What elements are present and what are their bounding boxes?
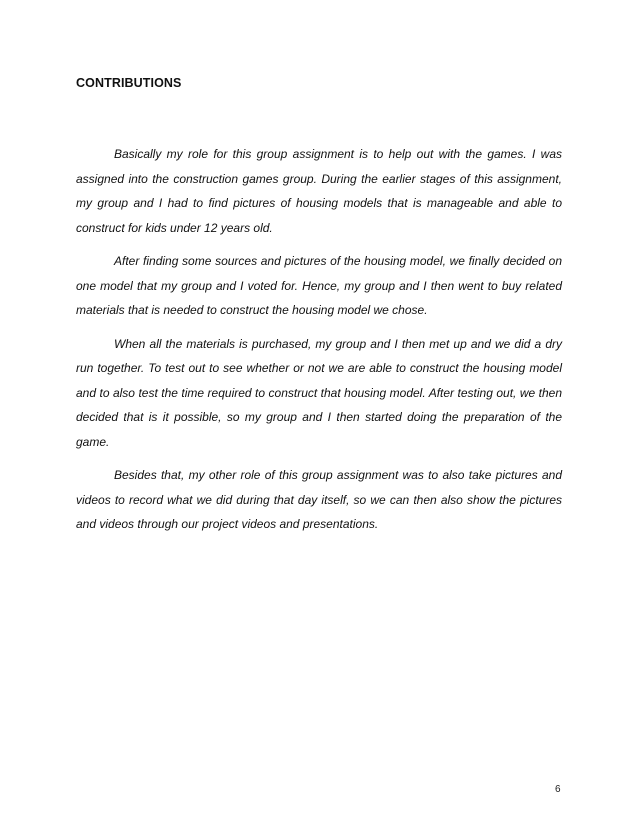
paragraph-2: After finding some sources and pictures of the housing model, we finally decided on one model that my group and I voted for. Hence, my group and I then went to buy related materials that is needed to construct the housing model we chose. <box>76 254 562 317</box>
page-number: 6 <box>555 784 561 795</box>
paragraph-3: When all the materials is purchased, my group and I then met up and we did a dry run together. To test out to see whether or not we are able to construct the housing model and to also test the time required to construct that housing model. After testing out, we then decided that is it possible, so my group and I then started doing the preparation of the game. <box>76 336 562 449</box>
section-heading: CONTRIBUTIONS <box>76 76 182 90</box>
paragraph-1: Basically my role for this group assignment is to help out with the games. I was assigned into the construction games group. During the earlier stages of this assignment, my group and I had to find pictures of housing models that is manageable and able to construct for kids under 12 years old. <box>76 147 562 235</box>
paragraph-4: Besides that, my other role of this group assignment was to also take pictures and videos to record what we did during that day itself, so we can then also show the pictures and videos through our project videos and presentations. <box>76 468 562 531</box>
body-text <box>76 142 562 546</box>
